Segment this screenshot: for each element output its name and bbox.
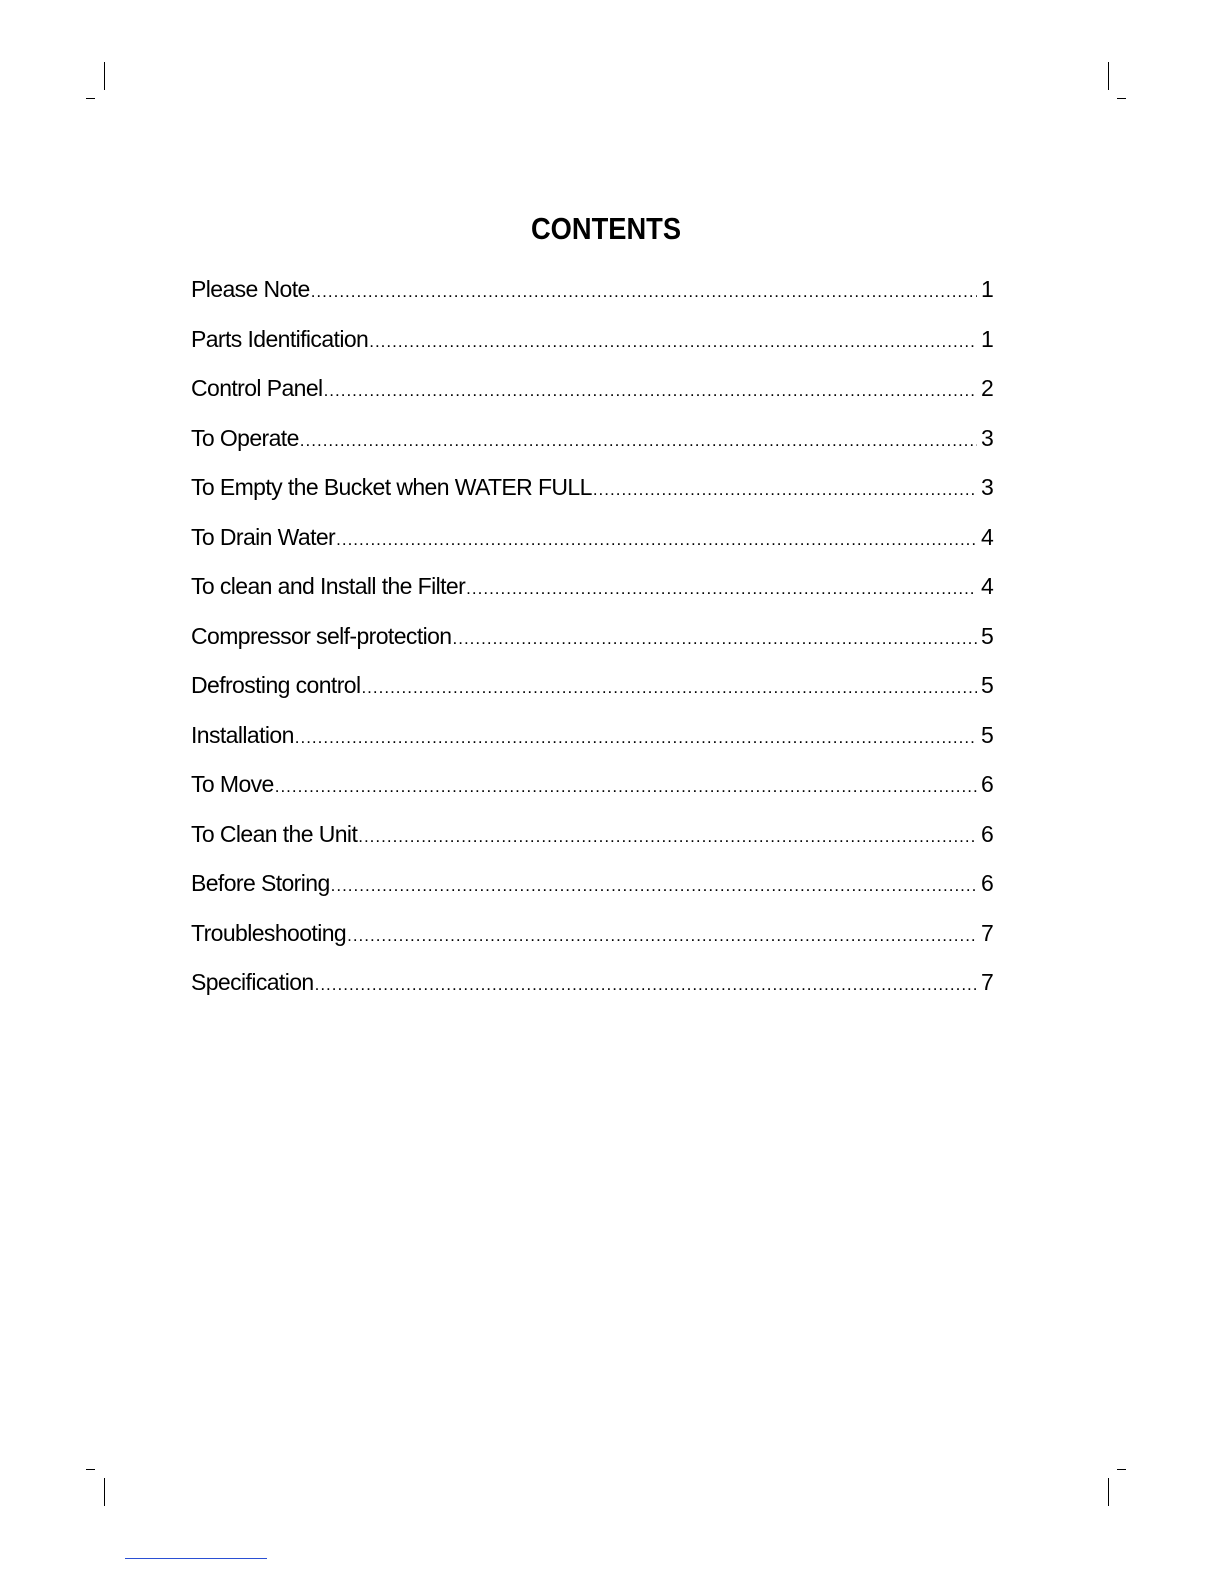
toc-dot-leader — [369, 332, 977, 352]
toc-entry[interactable] — [191, 425, 997, 475]
toc-entry-label: Installation — [191, 721, 294, 748]
toc-dot-leader — [466, 579, 977, 599]
toc-entry[interactable] — [191, 573, 997, 623]
crop-mark-bottom-left-vertical — [104, 1478, 105, 1506]
toc-dot-leader — [361, 678, 977, 698]
toc-dot-leader — [295, 728, 977, 748]
toc-dot-leader — [300, 431, 977, 451]
crop-mark-top-right-vertical — [1108, 62, 1109, 90]
toc-page-number: 7 — [981, 969, 994, 995]
toc-entry[interactable] — [191, 870, 997, 920]
toc-dot-leader — [275, 777, 977, 797]
toc-page-number: 5 — [981, 721, 994, 748]
toc-entry-label: To Clean the Unit — [191, 820, 358, 847]
toc-entry-label: To clean and Install the Filter — [191, 573, 466, 599]
table-of-contents — [191, 276, 997, 1019]
toc-entry[interactable] — [191, 969, 997, 1019]
toc-entry-label: To Move — [191, 771, 274, 797]
toc-dot-leader — [347, 926, 977, 946]
toc-entry-label: Troubleshooting — [191, 919, 347, 946]
toc-dot-leader — [593, 480, 977, 500]
toc-entry[interactable] — [191, 524, 997, 574]
crop-mark-top-right-horizontal — [1117, 98, 1126, 99]
toc-entry[interactable] — [191, 375, 997, 425]
toc-entry[interactable] — [191, 326, 997, 376]
toc-entry-label: Compressor self-protection — [191, 622, 452, 649]
page-title: CONTENTS — [530, 210, 682, 246]
toc-entry-label: Please Note — [191, 276, 310, 302]
toc-page-number: 2 — [981, 375, 994, 401]
toc-entry[interactable] — [191, 821, 997, 871]
toc-page-number: 6 — [981, 771, 994, 797]
toc-entry[interactable] — [191, 722, 997, 772]
toc-page-number: 6 — [981, 870, 994, 896]
crop-mark-top-left-horizontal — [86, 98, 95, 99]
crop-mark-bottom-left-horizontal — [86, 1469, 95, 1470]
toc-dot-leader — [331, 876, 977, 896]
toc-entry-label: To Operate — [191, 424, 299, 451]
crop-mark-bottom-right-vertical — [1108, 1478, 1109, 1506]
toc-entry-label: To Empty the Bucket when WATER FULL — [191, 474, 592, 500]
toc-entry[interactable] — [191, 672, 997, 722]
toc-page-number: 4 — [981, 523, 994, 550]
toc-dot-leader — [336, 530, 977, 550]
toc-page-number: 4 — [981, 573, 994, 599]
link-underline — [125, 1558, 267, 1559]
toc-page-number: 3 — [981, 474, 994, 500]
toc-entry[interactable] — [191, 771, 997, 821]
toc-page-number: 7 — [981, 919, 994, 946]
toc-entry[interactable] — [191, 276, 997, 326]
toc-entry-label: Specification — [191, 969, 314, 995]
toc-page-number: 1 — [981, 276, 994, 302]
toc-entry-label: Before Storing — [191, 870, 330, 896]
crop-mark-bottom-right-horizontal — [1117, 1469, 1126, 1470]
toc-entry-label: To Drain Water — [191, 523, 336, 550]
toc-dot-leader — [358, 827, 977, 847]
toc-page-number: 3 — [981, 424, 994, 451]
toc-entry-label: Control Panel — [191, 375, 323, 401]
toc-page-number: 5 — [981, 622, 994, 649]
toc-dot-leader — [315, 975, 977, 995]
toc-dot-leader — [324, 381, 977, 401]
toc-entry-label: Parts Identification — [191, 325, 369, 352]
toc-page-number: 6 — [981, 820, 994, 847]
toc-page-number: 5 — [981, 672, 994, 698]
toc-entry-label: Defrosting control — [191, 672, 361, 698]
toc-dot-leader — [311, 282, 977, 302]
toc-entry[interactable] — [191, 920, 997, 970]
toc-entry[interactable] — [191, 474, 997, 524]
toc-dot-leader — [453, 629, 977, 649]
crop-mark-top-left-vertical — [104, 62, 105, 90]
toc-page-number: 1 — [981, 325, 994, 352]
toc-entry[interactable] — [191, 623, 997, 673]
